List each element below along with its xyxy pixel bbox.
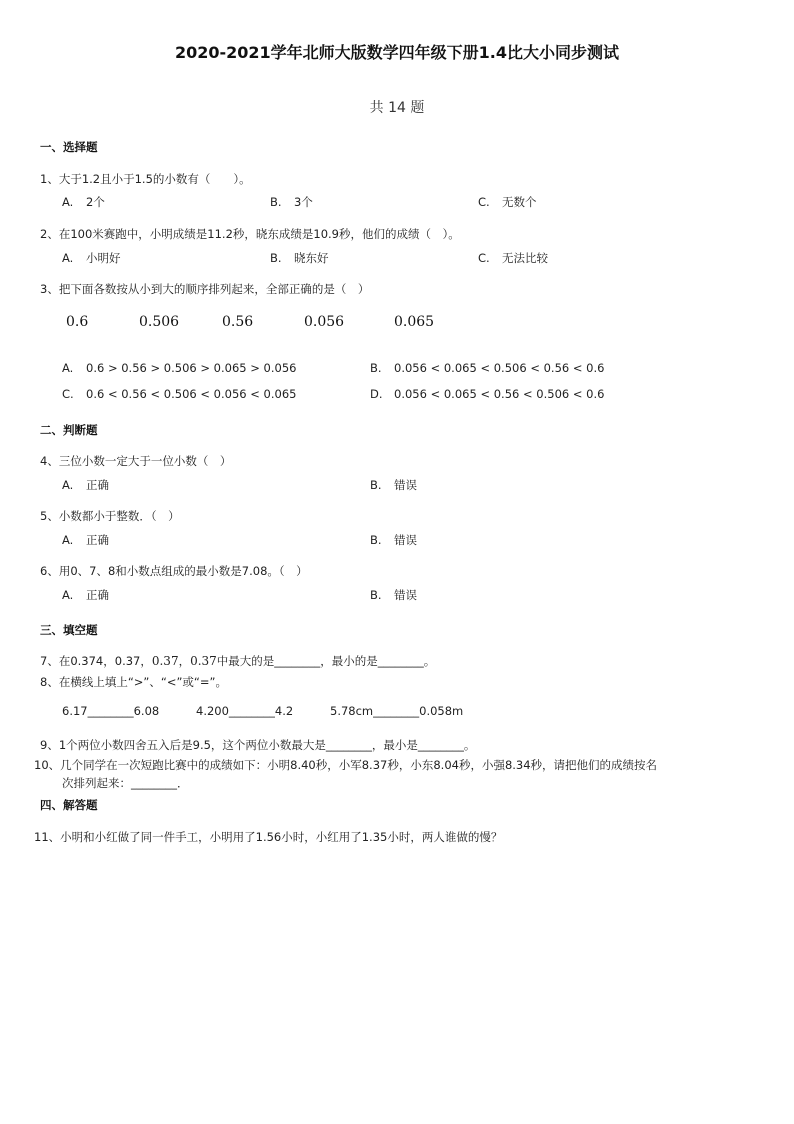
question-10 bbox=[34, 757, 657, 773]
question-text: 小数都小于整数．（ ） bbox=[58, 509, 180, 523]
option-b[interactable]: B. 0.056 < 0.065 < 0.506 < 0.56 < 0.6 bbox=[370, 361, 605, 375]
question-text: 大于1.2且小于1.5的小数有（ ）。 bbox=[58, 172, 251, 186]
question-2 bbox=[40, 226, 460, 242]
option-b[interactable]: B. 错误 bbox=[370, 533, 417, 547]
option-c[interactable]: C. 0.6 < 0.56 < 0.506 < 0.056 < 0.065 bbox=[62, 387, 297, 401]
number-0-506: 0.506 bbox=[139, 314, 180, 330]
option-a[interactable]: A. 正确 bbox=[62, 588, 109, 602]
question-text: 在0.374，0.37， bbox=[58, 654, 152, 668]
question-number: 9、 bbox=[40, 738, 59, 752]
question-6 bbox=[40, 563, 308, 579]
question-3 bbox=[40, 281, 369, 297]
option-a[interactable]: A. 2个 bbox=[62, 195, 105, 209]
question-9 bbox=[40, 737, 475, 753]
compare-item-1[interactable]: 6.17________6.08 bbox=[62, 704, 160, 718]
option-a[interactable]: A. 正确 bbox=[62, 533, 109, 547]
question-number: 1、 bbox=[40, 172, 59, 186]
question-number: 11、 bbox=[34, 830, 61, 844]
question-number: 6、 bbox=[40, 564, 59, 578]
question-5 bbox=[40, 508, 180, 524]
question-10-line2: 次排列起来：________． bbox=[62, 776, 189, 790]
question-text: 用0、7、8和小数点组成的最小数是7.08。（ ） bbox=[58, 564, 308, 578]
question-number: 4、 bbox=[40, 454, 59, 468]
section-heading-choice: 一、选择题 bbox=[40, 140, 98, 154]
section-heading-solve: 四、解答题 bbox=[40, 798, 98, 812]
question-4 bbox=[40, 453, 231, 469]
question-1 bbox=[40, 171, 251, 187]
option-c[interactable]: C. 无数个 bbox=[478, 195, 537, 209]
option-b[interactable]: B. 3个 bbox=[270, 195, 313, 209]
number-0-056: 0.056 bbox=[304, 314, 345, 330]
option-a[interactable]: A. 小明好 bbox=[62, 251, 121, 265]
question-text: 在100米赛跑中，小明成绩是11.2秒，晓东成绩是10.9秒，他们的成绩（ ）。 bbox=[58, 227, 460, 241]
option-c[interactable]: C. 无法比较 bbox=[478, 251, 548, 265]
question-8 bbox=[40, 674, 227, 690]
number-0-56: 0.56 bbox=[222, 314, 254, 330]
compare-item-3[interactable]: 5.78cm________0.058m bbox=[330, 704, 464, 718]
question-text: 三位小数一定大于一位小数（ ） bbox=[58, 454, 232, 468]
question-text-line1: 几个同学在一次短跑比赛中的成绩如下：小明8.40秒，小军8.37秒，小东8.04秒，小强8.34秒，请把他们的成绩按名 bbox=[60, 758, 658, 772]
repeating-decimal-1: 0.37 bbox=[151, 654, 179, 668]
question-number: 2、 bbox=[40, 227, 59, 241]
number-0-6: 0.6 bbox=[66, 314, 89, 330]
page-title: 2020-2021学年北师大版数学四年级下册1.4比大小同步测试 bbox=[174, 43, 620, 62]
compare-item-2[interactable]: 4.200________4.2 bbox=[196, 704, 294, 718]
number-0-065: 0.065 bbox=[394, 314, 435, 330]
repeating-decimal-2: 0.37 bbox=[190, 654, 217, 668]
question-11 bbox=[34, 829, 502, 845]
question-7: 7、在0.374，0.37，0.37，0.37中最大的是________，最小的是________。 bbox=[40, 654, 436, 668]
question-text: 1个两位小数四舍五入后是9.5，这个两位小数最大是________，最小是________。 bbox=[58, 738, 476, 752]
question-number: 7、 bbox=[40, 654, 59, 668]
question-text: 小明和小红做了同一件手工，小明用了1.56小时，小红用了1.35小时，两人谁做的慢？ bbox=[60, 830, 503, 844]
question-count: 共 14 题 bbox=[369, 100, 425, 116]
option-b[interactable]: B. 晓东好 bbox=[270, 251, 329, 265]
option-b[interactable]: B. 错误 bbox=[370, 478, 417, 492]
question-number: 3、 bbox=[40, 282, 59, 296]
option-d[interactable]: D. 0.056 < 0.065 < 0.56 < 0.506 < 0.6 bbox=[370, 387, 605, 401]
question-text: 把下面各数按从小到大的顺序排列起来，全部正确的是（ ） bbox=[58, 282, 370, 296]
option-a[interactable]: A. 0.6 > 0.56 > 0.506 > 0.065 > 0.056 bbox=[62, 361, 297, 375]
question-number: 10、 bbox=[34, 758, 61, 772]
question-text: 在横线上填上“>”、“<”或“=”。 bbox=[58, 675, 227, 689]
option-a[interactable]: A. 正确 bbox=[62, 478, 109, 492]
option-b[interactable]: B. 错误 bbox=[370, 588, 417, 602]
question-number: 5、 bbox=[40, 509, 59, 523]
question-number: 8、 bbox=[40, 675, 59, 689]
section-heading-judgement: 二、判断题 bbox=[40, 423, 98, 437]
section-heading-fill: 三、填空题 bbox=[40, 623, 98, 637]
